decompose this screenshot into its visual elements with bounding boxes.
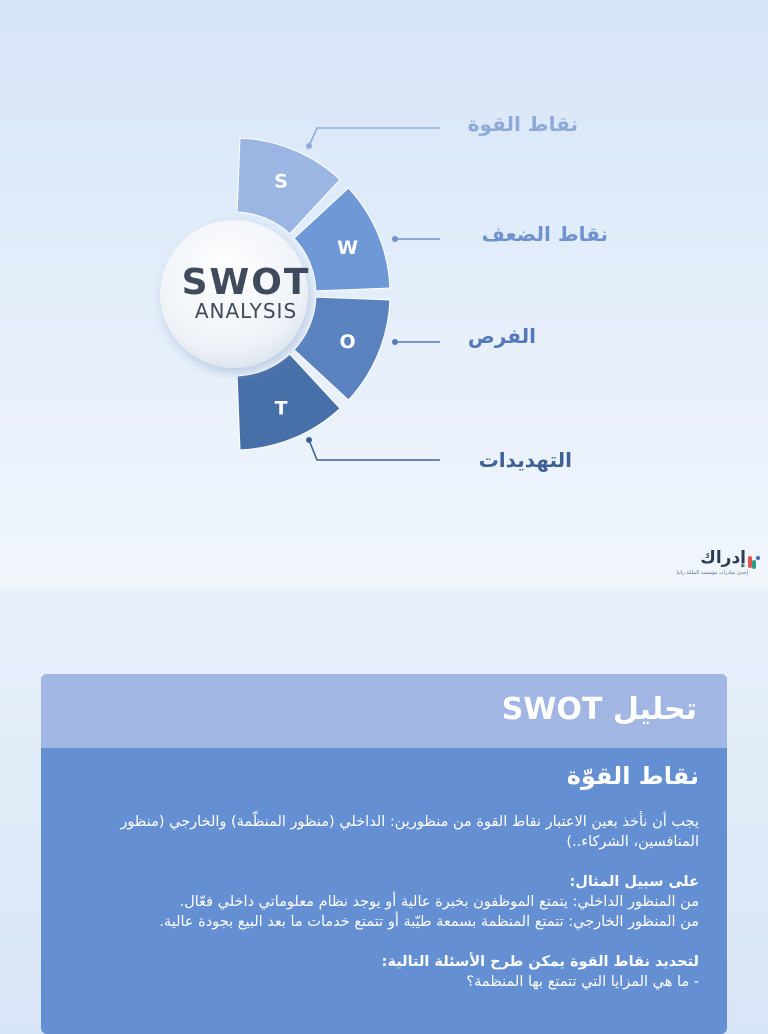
hub-title: SWOT <box>181 262 311 303</box>
question-1: - ما هي المزايا التي تتمتع بها المنظمة؟ <box>466 974 699 990</box>
example-internal: من المنظور الداخلي: يتمتع الموظفون بخبرة عالية أو يوجد نظام معلوماتي داخلي فعّال. <box>179 894 699 910</box>
segment-letter-strengths: S <box>274 170 288 193</box>
segment-letter-weaknesses: W <box>337 236 359 259</box>
hub-subtitle: ANALYSIS <box>194 299 298 323</box>
section-title: نقاط القوّة <box>566 762 699 790</box>
example-heading: على سبيل المثال: <box>569 874 699 890</box>
intro-text: يجب أن نأخذ بعين الاعتبار نقاط القوة من منظورين: الداخلي (منظور المنظّمة) والخارجي (منظور المنافسين، الشركاء..) <box>120 814 699 850</box>
label-weaknesses: نقاط الضعف <box>481 222 608 246</box>
connector-dot-strengths <box>306 143 312 149</box>
logo-word: إدراك <box>700 548 746 568</box>
connector-threats <box>309 440 440 460</box>
logo-subtitle: إحدى مبادرات مؤسسة الملكة رانيا <box>676 570 748 576</box>
connector-dot-threats <box>306 437 312 443</box>
label-strengths: نقاط القوة <box>467 112 578 136</box>
card-title: تحليل SWOT <box>501 692 697 727</box>
card-header <box>41 674 727 748</box>
questions-heading: لتحديد نقاط القوة يمكن طرح الأسئلة التالية: <box>381 954 699 970</box>
connector-dot-weaknesses <box>392 236 398 242</box>
connector-strengths <box>309 128 440 146</box>
segment-letter-opportunities: O <box>339 331 356 354</box>
logo-mark-icon <box>748 554 760 570</box>
label-threats: التهديدات <box>478 448 572 472</box>
label-opportunities: الفرص <box>467 324 536 348</box>
edraak-logo <box>676 548 760 584</box>
connector-dot-opportunities <box>392 339 398 345</box>
card-body <box>41 748 727 992</box>
example-external: من المنظور الخارجي: تتمتع المنظمة بسمعة طيّبة أو تتمتع خدمات ما بعد البيع بجودة عالية. <box>159 914 699 930</box>
swot-info-card <box>41 674 727 1034</box>
segment-letter-threats: T <box>274 397 288 420</box>
